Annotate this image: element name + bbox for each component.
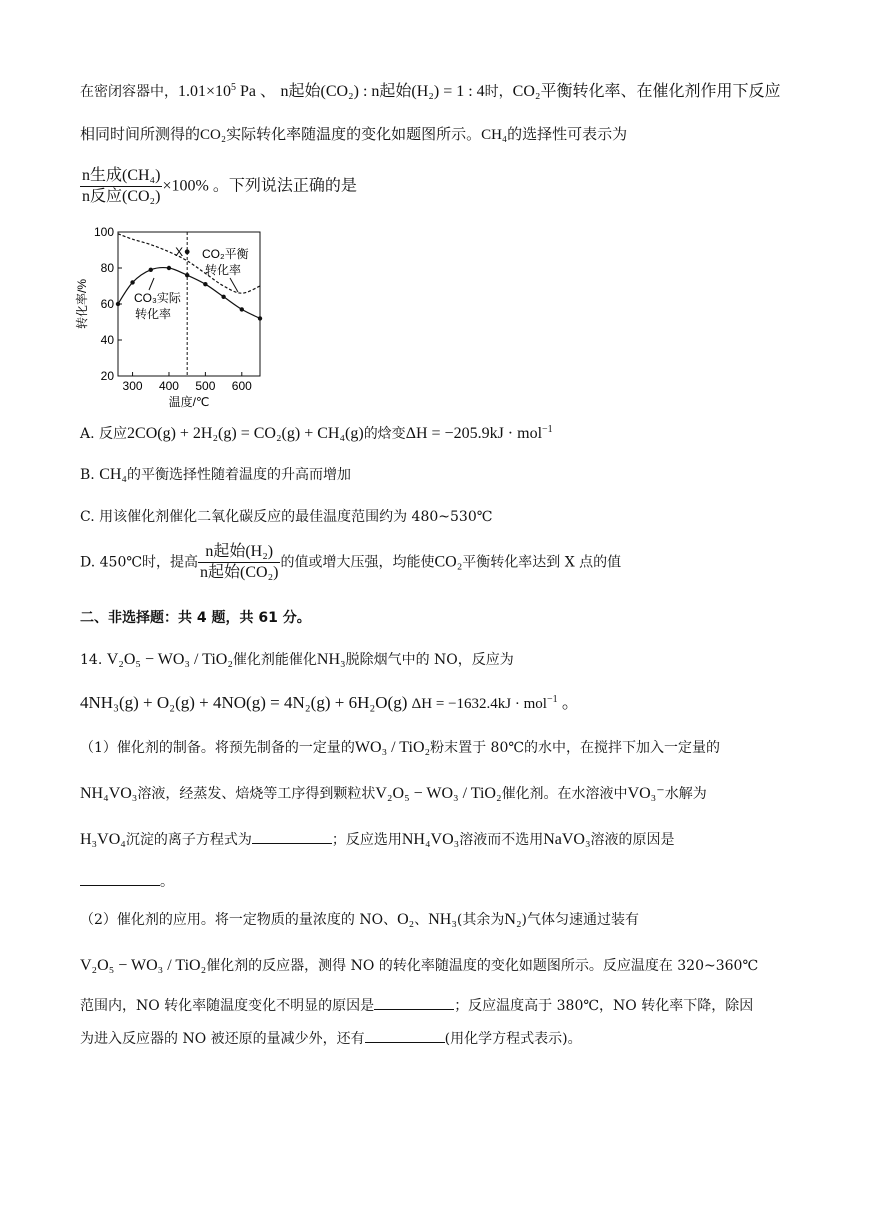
actual-conversion-point [258,316,262,320]
answer-blank-4[interactable] [365,1030,445,1043]
actual-conversion-point [167,266,171,270]
option-d-chem: CO₂ [434,553,463,571]
fraction-numerator: n生成(CH₄) [80,166,162,187]
fraction-denominator: n反应(CO₂) [82,188,161,205]
option-c[interactable]: C. 用该催化剂催化二氧化碳反应的最佳温度范围约为 480~530℃ [80,509,493,525]
fraction-denominator: n起始(CO₂) [200,564,279,581]
fraction-numerator: n起始(H₂) [198,542,280,563]
option-d-text: 的值或增大压强，均能使 [280,554,435,571]
x-point-label: X [175,244,184,259]
question-number: 14. [80,652,103,668]
intro-text: 时， [484,84,513,100]
intro-line-3 [80,166,357,207]
q14-line-1: 14. V₂O₅ − WO₃ / TiO₂催化剂能催化NH₃脱除烟气中的 NO，反应为 [80,651,514,668]
pressure-value: $1.01\times 10^5$ Pa 、 [178,82,277,100]
y-tick-label: 100 [93,225,114,239]
actual-label: CO₃实际 [134,291,181,305]
equilibrium-label: CO₂平衡 [202,247,249,261]
actual-leader [149,278,154,290]
actual-conversion-point [116,302,120,306]
option-b-chem: CH₄ [99,466,128,483]
option-a-equation: 2CO(g) + 2H₂(g) = CO₂(g) + CH₄(g) [127,425,364,442]
option-d-label: D. 450℃时，提高 [80,554,199,571]
option-a-label: A. 反应 [80,426,128,442]
option-a-enthalpy: ΔH = −205.9kJ · mol$^{-1}$ [405,424,553,442]
option-b[interactable] [80,465,351,485]
q14-part2-line-1: （2）催化剂的应用。将一定物质的量浓度的 NO、O₂、NH₃(其余为N₂)气体匀速通过装有 [80,911,639,928]
x-tick-label: 500 [195,379,216,393]
actual-label: 转化率 [135,307,172,321]
actual-conversion-point [149,268,153,272]
x-tick-label: 600 [231,379,252,393]
intro-text: 在密闭容器中， [80,84,178,100]
q14-part1-line-3: H₃VO₄沉淀的离子方程式为 ；反应选用NH₄VO₃溶液而不选用NaVO₃溶液的原因是 [80,831,675,848]
x-point-marker [185,249,190,254]
conversion-chart [72,222,272,412]
y-tick-label: 20 [100,369,114,383]
q14-part1-line-1: （1）催化剂的制备。将预先制备的一定量的WO₃ / TiO₂粉末置于 80℃的水中，在搅拌下加入一定量的 [80,739,721,756]
actual-conversion-point [185,273,189,277]
option-a-text: 的焓变 [363,426,406,442]
y-tick-label: 60 [100,297,114,311]
equilibrium-label: 转化率 [205,263,242,277]
section-heading: 二、非选择题：共 4 题，共 61 分。 [80,610,311,626]
actual-conversion-point [203,282,207,286]
answer-blank-3[interactable] [374,997,454,1010]
option-d-text: 平衡转化率达到 X 点的值 [462,554,622,571]
option-a[interactable] [80,420,553,444]
q14-part2-line-2: V₂O₅ − WO₃ / TiO₂催化剂的反应器，测得 NO 的转化率随温度的变化如题图所示。反应温度在 320~360℃ [80,957,759,974]
answer-blank-2[interactable] [80,873,160,886]
ratio-expression: n起始(CO₂) : n起始(H₂) = 1 : 4 [280,83,485,100]
x-axis-label: 温度/℃ [168,395,210,409]
q14-part2-line-3: 范围内，NO 转化率随温度变化不明显的原因是 ；反应温度高于 380℃，NO 转化率下降，除因 [80,998,754,1014]
option-d[interactable] [80,542,621,583]
x-tick-label: 300 [122,379,143,393]
answer-blank-1[interactable] [252,831,332,844]
y-tick-label: 80 [100,261,114,275]
q14-equation: 4NH₃(g) + O₂(g) + 4NO(g) = 4N₂(g) + 6H₂O(g) ΔH = −1632.4kJ · mol$^{-1}$ 。 [80,693,579,712]
x-tick-label: 400 [158,379,179,393]
intro-line-1 [80,78,780,102]
y-axis-label: 转化率/% [75,278,89,330]
actual-conversion-point [221,295,225,299]
actual-conversion-point [130,280,134,284]
selectivity-fraction [80,166,162,207]
actual-conversion-point [240,307,244,311]
y-tick-label: 40 [100,333,114,347]
intro-text: CO₂平衡转化率、在催化剂作用下反应 [512,83,781,100]
option-b-text: 的平衡选择性随着温度的升高而增加 [127,467,352,483]
q14-part1-line-4: 。 [80,872,174,892]
intro-text: ×100% 。下列说法正确的是 [162,177,357,195]
q14-part1-line-2: NH₄VO₃溶液，经蒸发、焙烧等工序得到颗粒状V₂O₅ − WO₃ / TiO₂催化剂。在水溶液中VO₃⁻水解为 [80,785,707,802]
option-b-label: B. [80,467,100,483]
catalyst-formula: V₂O₅ − WO₃ / TiO₂ [106,651,233,668]
q14-part2-line-4: 为进入反应器的 NO 被还原的量减少外，还有 (用化学方程式表示)。 [80,1031,582,1047]
intro-line-2: 相同时间所测得的CO₂实际转化率随温度的变化如题图所示。CH₄的选择性可表示为 [80,127,628,143]
option-d-fraction [198,542,280,583]
